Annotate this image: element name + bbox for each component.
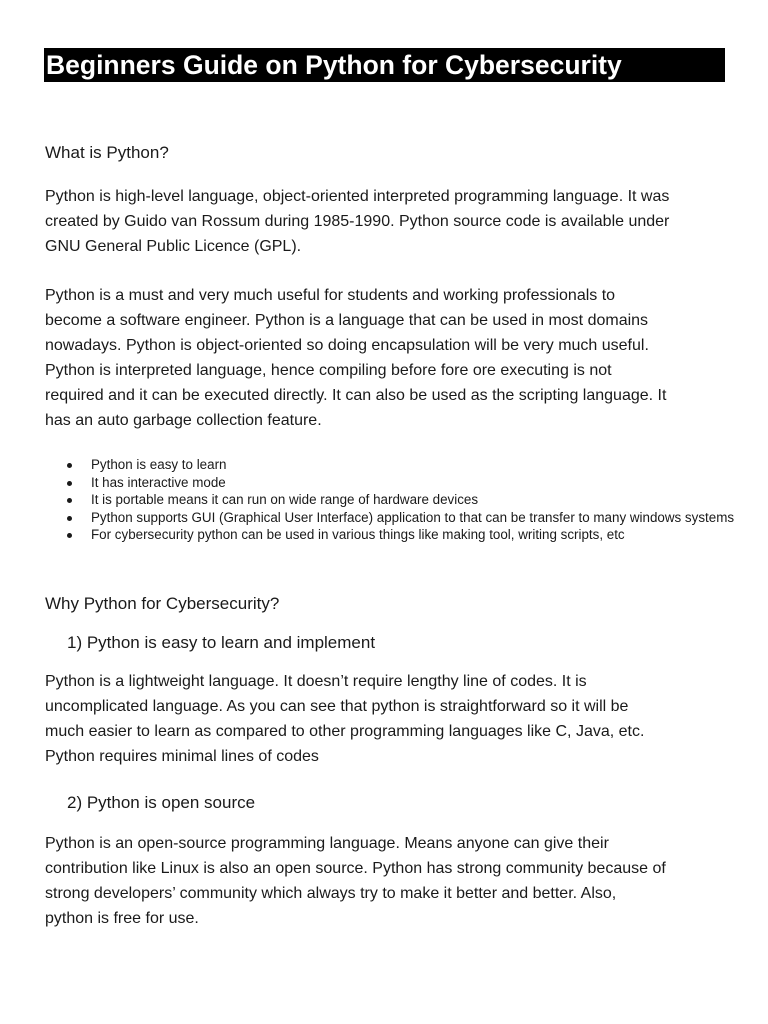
bullet-icon [67, 516, 72, 521]
paragraph-line: Python is interpreted language, hence compiling before fore ore executing is not [45, 362, 612, 379]
paragraph-line: required and it can be executed directly. It can also be used as the scripting language. It [45, 387, 667, 404]
paragraph-line: created by Guido van Rossum during 1985-1990. Python source code is available under [45, 213, 670, 230]
paragraph-line: GNU General Public Licence (GPL). [45, 238, 302, 255]
paragraph-easy-to-learn [45, 669, 735, 769]
paragraph-line: Python is a lightweight language. It doesn’t require lengthy line of codes. It is [45, 673, 587, 690]
paragraph-line: strong developers’ community which always try to make it better and better. Also, [45, 885, 617, 902]
paragraph-line: much easier to learn as compared to other programming languages like C, Java, etc. [45, 723, 645, 740]
paragraph-open-source [45, 831, 735, 931]
list-item [45, 526, 735, 544]
list-item [45, 509, 735, 527]
bullet-icon [67, 533, 72, 538]
list-item-text: Python supports GUI (Graphical User Interface) application to that can be transfer to many windows systems [91, 509, 735, 525]
title-banner [44, 48, 725, 82]
paragraph-line: Python requires minimal lines of codes [45, 748, 319, 765]
paragraph-line: has an auto garbage collection feature. [45, 412, 322, 429]
section-heading-what-is-python: What is Python? [45, 143, 169, 162]
paragraph-line: contribution like Linux is also an open source. Python has strong community because of [45, 860, 666, 877]
subheading-easy-to-learn: 1) Python is easy to learn and implement [67, 633, 376, 652]
list-item-text: It has interactive mode [91, 474, 226, 490]
paragraph-line: Python is high-level language, object-oriented interpreted programming language. It was [45, 188, 670, 205]
list-item-text: For cybersecurity python can be used in various things like making tool, writing scripts, etc [91, 527, 625, 542]
bullet-icon [67, 498, 72, 503]
feature-bullet-list [45, 456, 735, 544]
list-item [45, 474, 735, 492]
bullet-icon [67, 481, 72, 486]
list-item-text: Python is easy to learn [91, 457, 227, 472]
paragraph-line: Python is an open-source programming language. Means anyone can give their [45, 835, 609, 852]
document-title: Beginners Guide on Python for Cybersecurity [46, 50, 622, 80]
subheading-open-source: 2) Python is open source [67, 793, 256, 812]
paragraph-line: nowadays. Python is object-oriented so doing encapsulation will be very much useful. [45, 337, 649, 354]
paragraph-line: become a software engineer. Python is a language that can be used in most domains [45, 312, 649, 329]
paragraph-line: Python is a must and very much useful for students and working professionals to [45, 287, 616, 304]
list-item-text: It is portable means it can run on wide range of hardware devices [91, 492, 479, 507]
paragraph-python-intro [45, 184, 735, 259]
bullet-icon [67, 463, 72, 468]
paragraph-python-usefulness [45, 283, 735, 433]
section-heading-why-python: Why Python for Cybersecurity? [45, 594, 280, 613]
list-item [45, 456, 735, 474]
paragraph-line: python is free for use. [45, 910, 199, 927]
paragraph-line: uncomplicated language. As you can see that python is straightforward so it will be [45, 698, 629, 715]
list-item [45, 491, 735, 509]
